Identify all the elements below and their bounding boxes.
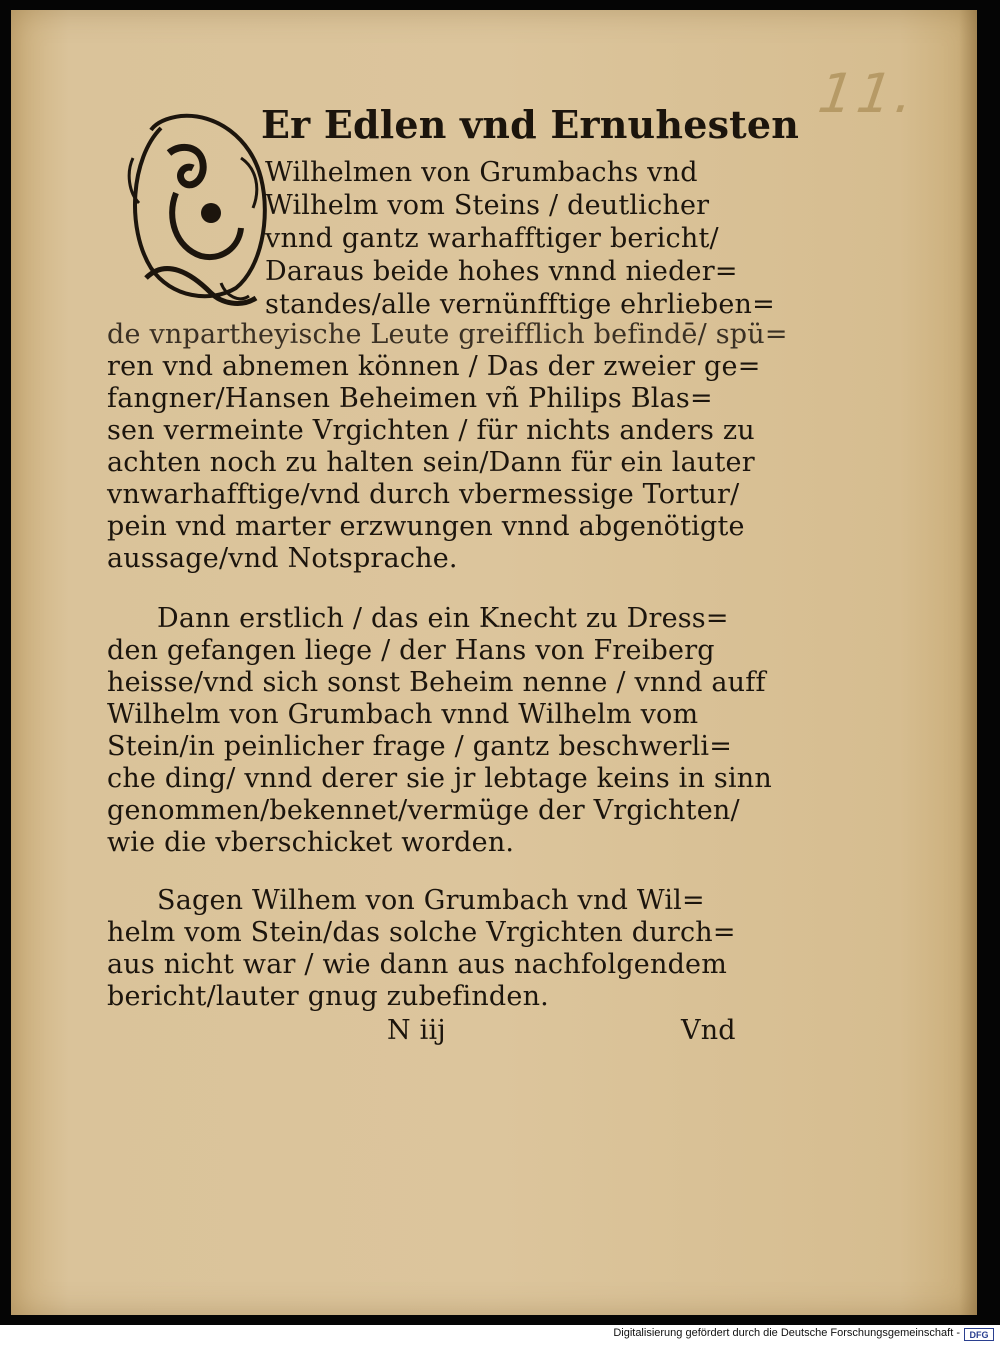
text-line: Wilhelmen von Grumbachs vnd [265,157,698,188]
text-line: standes/alle vernünfftige ehrlieben= [265,289,775,320]
text-line: achten noch zu halten sein/Dann für ein lauter [107,447,755,478]
text-line: aus nicht war / wie dann aus nachfolgendem [107,949,728,980]
text-line: ren vnd abnemen können / Das der zweier ge= [107,351,761,382]
folio-number: 11. [814,62,922,125]
dfg-logo-icon: DFG [964,1328,994,1341]
heading-line: Er Edlen vnd Ernuhesten [261,102,800,147]
signature-mark: N iij [387,1015,446,1046]
text-line: genommen/bekennet/vermüge der Vrgichten/ [107,795,740,826]
book-page [11,10,977,1315]
text-line: Sagen Wilhem von Grumbach vnd Wil= [157,885,705,916]
text-line: vnwarhafftige/vnd durch vbermessige Tortur/ [107,479,740,510]
text-line: vnnd gantz warhafftiger bericht/ [265,223,719,254]
text-line: che ding/ vnnd derer sie jr lebtage keins in sinn [107,763,772,794]
text-line: de vnpartheyische Leute greifflich befindē/ spü= [107,319,788,350]
text-line: den gefangen liege / der Hans von Freiberg [107,635,715,666]
text-line: helm vom Stein/das solche Vrgichten durch= [107,917,736,948]
footer-credit: Digitalisierung gefördert durch die Deutsche Forschungsgemeinschaft - [613,1327,960,1339]
text-line: sen vermeinte Vrgichten / für nichts anders zu [107,415,755,446]
text-line: aussage/vnd Notsprache. [107,543,458,574]
text-line: fangner/Hansen Beheimen vñ Philips Blas= [107,383,713,414]
text-line: heisse/vnd sich sonst Beheim nenne / vnnd auff [107,667,766,698]
page-text [11,10,977,1315]
text-line: Daraus beide hohes vnnd nieder= [265,256,738,287]
text-line: pein vnd marter erzwungen vnnd abgenötigte [107,511,745,542]
text-line: wie die vberschicket worden. [107,827,515,858]
text-line: Dann erstlich / das ein Knecht zu Dress= [157,603,729,634]
catchword: Vnd [681,1015,736,1046]
text-line: Wilhelm von Grumbach vnnd Wilhelm vom [107,699,699,730]
text-line: bericht/lauter gnug zubefinden. [107,981,549,1012]
text-line: Wilhelm vom Steins / deutlicher [265,190,710,221]
text-line: Stein/in peinlicher frage / gantz beschwerli= [107,731,733,762]
